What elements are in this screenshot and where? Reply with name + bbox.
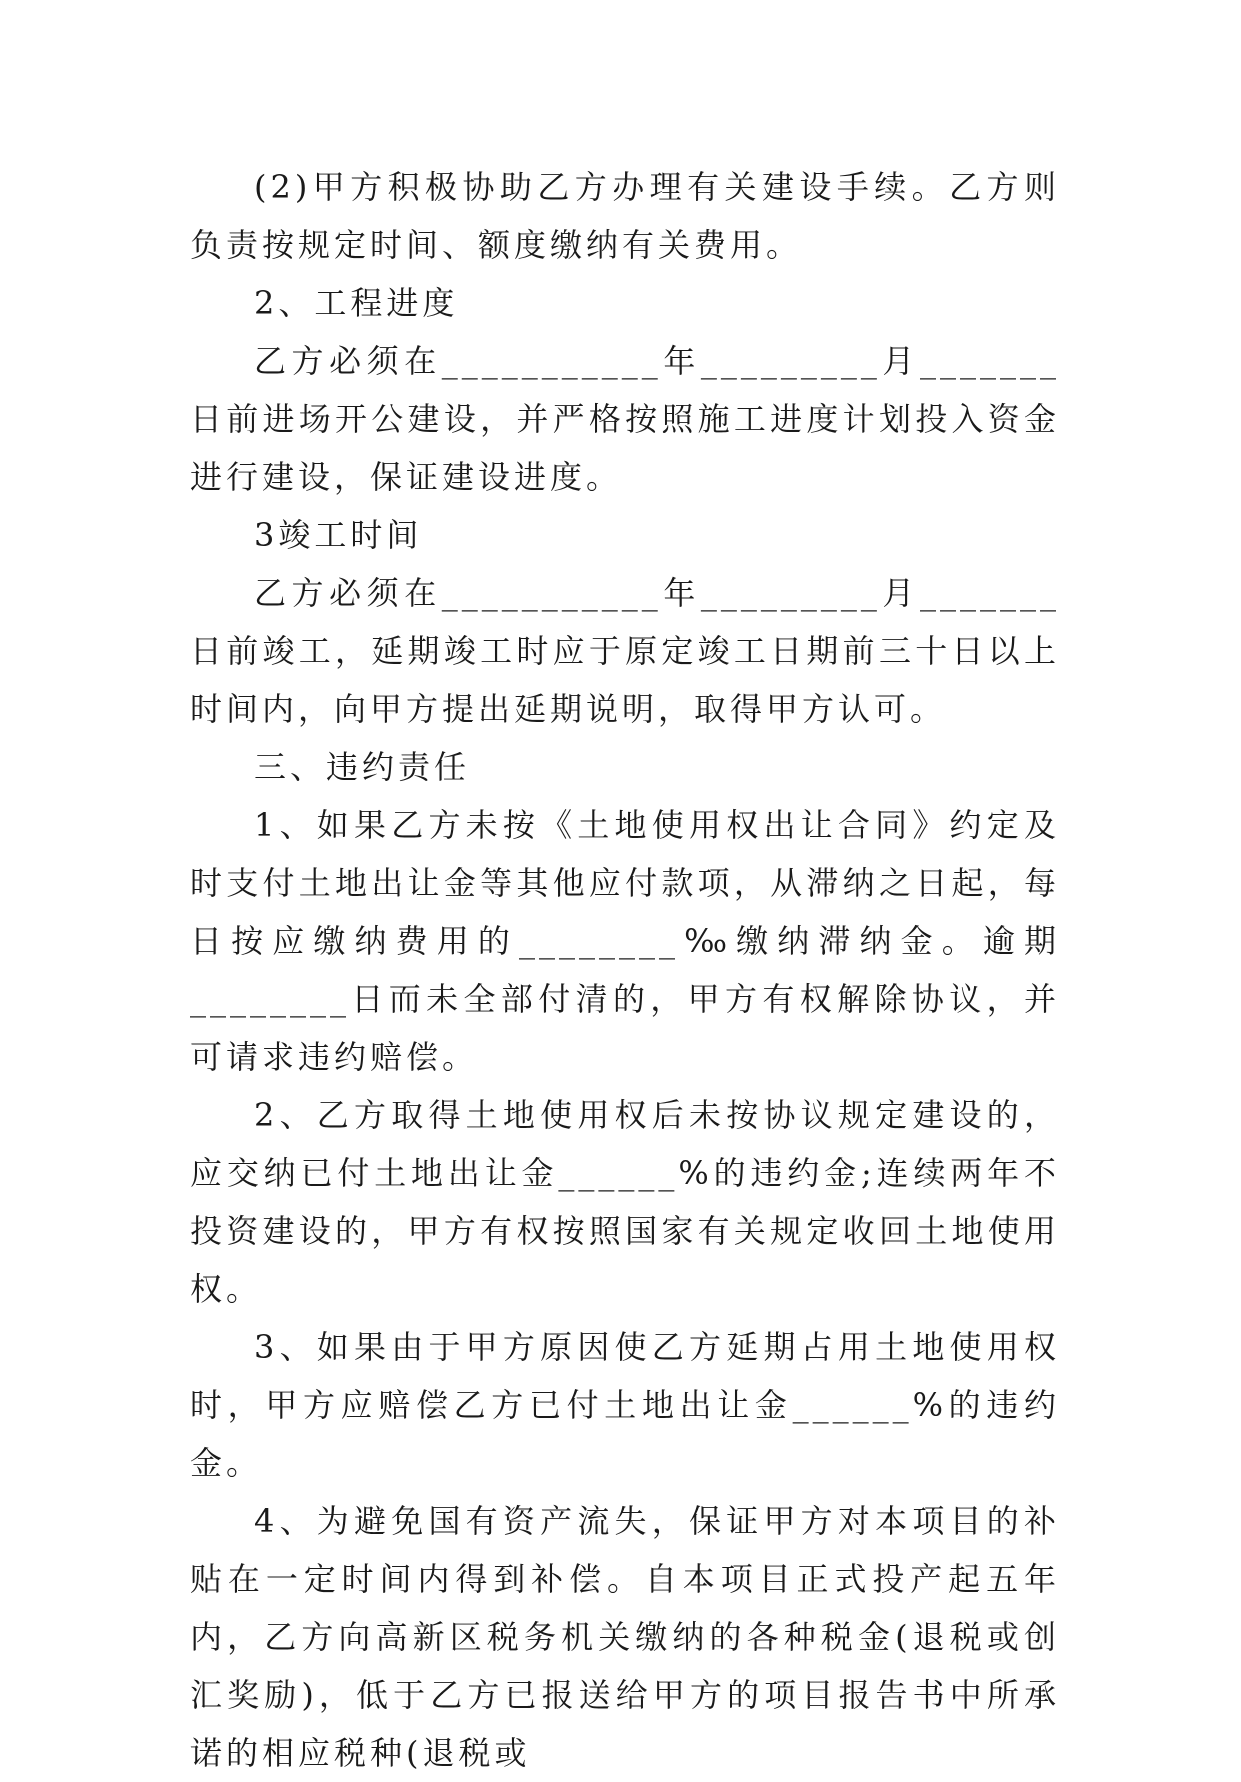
paragraph-breach-clause-3: 3、如果由于甲方原因使乙方延期占用土地使用权时，甲方应赔偿乙方已付土地出让金______%的违约金。	[190, 1328, 1060, 1482]
paragraph-breach-clause-2: 2、乙方取得土地使用权后未按协议规定建设的，应交纳已付土地出让金______%的违约金;连续两年不投资建设的，甲方有权按照国家有关规定收回土地使用权。	[190, 1096, 1060, 1308]
paragraph-construction-procedures: (2)甲方积极协助乙方办理有关建设手续。乙方则负责按规定时间、额度缴纳有关费用。	[190, 168, 1060, 264]
heading-breach-liability: 三、违约责任	[254, 748, 471, 786]
document-body	[190, 158, 1060, 1782]
paragraph-breach-clause-4: 4、为避免国有资产流失，保证甲方对本项目的补贴在一定时间内得到补偿。自本项目正式投产起五年内，乙方向高新区税务机关缴纳的各种税金(退税或创汇奖励)，低于乙方已报送给甲方的项目报告书中所承诺的相应税种(退税或	[190, 1502, 1060, 1772]
paragraph-completion-deadline: 乙方必须在___________年_________月_______日前竣工，延期竣工时应于原定竣工日期前三十日以上时间内，向甲方提出延期说明，取得甲方认可。	[190, 574, 1060, 728]
paragraph-entry-deadline: 乙方必须在___________年_________月_______日前进场开公建设，并严格按照施工进度计划投入资金进行建设，保证建设进度。	[190, 342, 1060, 496]
heading-completion-time: 3竣工时间	[254, 516, 423, 554]
heading-project-progress: 2、工程进度	[254, 284, 459, 322]
paragraph-breach-clause-1: 1、如果乙方未按《土地使用权出让合同》约定及时支付土地出让金等其他应付款项，从滞纳之日起，每日按应缴纳费用的________‰缴纳滞纳金。逾期________日而未全部付清的，甲方有权解除协议，并可请求违约赔偿。	[190, 806, 1060, 1076]
